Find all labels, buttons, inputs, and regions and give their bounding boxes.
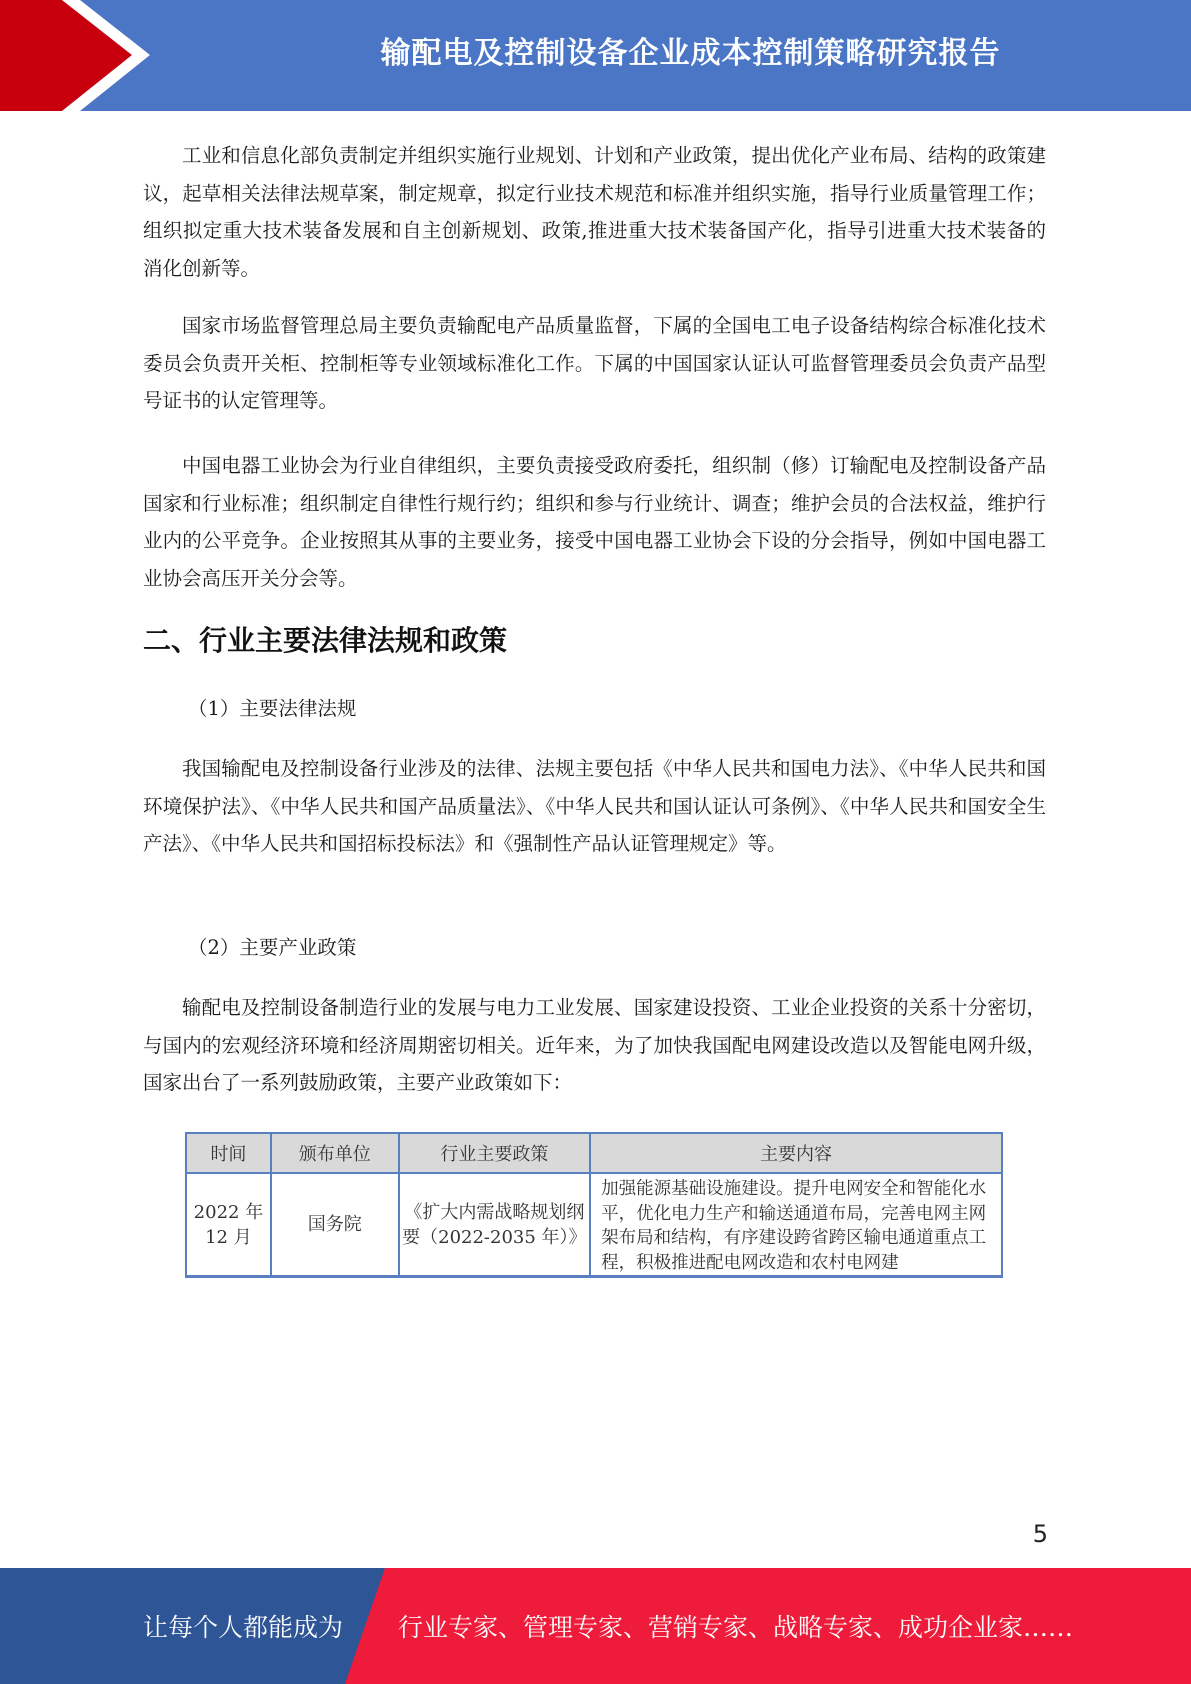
paragraph-policies: 输配电及控制设备制造行业的发展与电力工业发展、国家建设投资、工业企业投资的关系十分密切，与国内的宏观经济环境和经济周期密切相关。近年来，为了加快我国配电网建设改造以及智能电网升级，国家出台了一系列鼓励政策，主要产业政策如下：	[143, 996, 1046, 1094]
subheading-policies: （2）主要产业政策	[188, 936, 357, 959]
policy-table	[185, 1132, 1003, 1278]
cell-issuer: 国务院	[271, 1173, 399, 1277]
col-header-time: 时间	[186, 1133, 271, 1173]
page-number: 5	[1032, 1520, 1048, 1548]
cell-policy: 《扩大内需战略规划纲要（2022-2035 年）》	[399, 1173, 591, 1277]
col-header-content: 主要内容	[590, 1133, 1002, 1173]
table-row	[186, 1173, 1002, 1277]
paragraph-ministry: 工业和信息化部负责制定并组织实施行业规划、计划和产业政策，提出优化产业布局、结构的政策建议，起草相关法律法规草案，制定规章，拟定行业技术规范和标准并组织实施，指导行业质量管理工作；组织拟定重大技术装备发展和自主创新规划、政策,推进重大技术装备国产化，指导引进重大技术装备的消化创新等。	[143, 144, 1046, 280]
col-header-issuer: 颁布单位	[271, 1133, 399, 1173]
footer-slogan-right: 行业专家、管理专家、营销专家、战略专家、成功企业家……	[398, 1613, 1074, 1642]
paragraph-samr: 国家市场监督管理总局主要负责输配电产品质量监督，下属的全国电工电子设备结构综合标准化技术委员会负责开关柜、控制柜等专业领域标准化工作。下属的中国国家认证认可监督管理委员会负责产品型号证书的认定管理等。	[143, 314, 1046, 412]
col-header-policy: 行业主要政策	[399, 1133, 591, 1173]
paragraph-laws: 我国输配电及控制设备行业涉及的法律、法规主要包括《中华人民共和国电力法》、《中华人民共和国环境保护法》、《中华人民共和国产品质量法》、《中华人民共和国认证认可条例》、《中华人民共和国安全生产法》、《中华人民共和国招标投标法》和《强制性产品认证管理规定》等。	[143, 757, 1046, 855]
paragraph-association: 中国电器工业协会为行业自律组织，主要负责接受政府委托，组织制（修）订输配电及控制设备产品国家和行业标准；组织制定自律性行规行约；组织和参与行业统计、调查；维护会员的合法权益，维护行业内的公平竞争。企业按照其从事的主要业务，接受中国电器工业协会下设的分会指导，例如中国电器工业协会高压开关分会等。	[143, 454, 1046, 590]
cell-time: 2022 年 12 月	[186, 1173, 271, 1277]
report-title: 输配电及控制设备企业成本控制策略研究报告	[380, 36, 1001, 71]
section-heading: 二、行业主要法律法规和政策	[143, 624, 508, 657]
cell-content: 加强能源基础设施建设。提升电网安全和智能化水平，优化电力生产和输送通道布局，完善电网主网架布局和结构，有序建设跨省跨区输电通道重点工程，积极推进配电网改造和农村电网建	[590, 1173, 1002, 1277]
footer-slogan-left: 让每个人都能成为	[143, 1613, 344, 1642]
page-footer	[0, 1568, 1191, 1684]
table-header-row	[186, 1133, 1002, 1173]
page-header	[0, 0, 1191, 111]
subheading-laws: （1）主要法律法规	[188, 697, 357, 720]
